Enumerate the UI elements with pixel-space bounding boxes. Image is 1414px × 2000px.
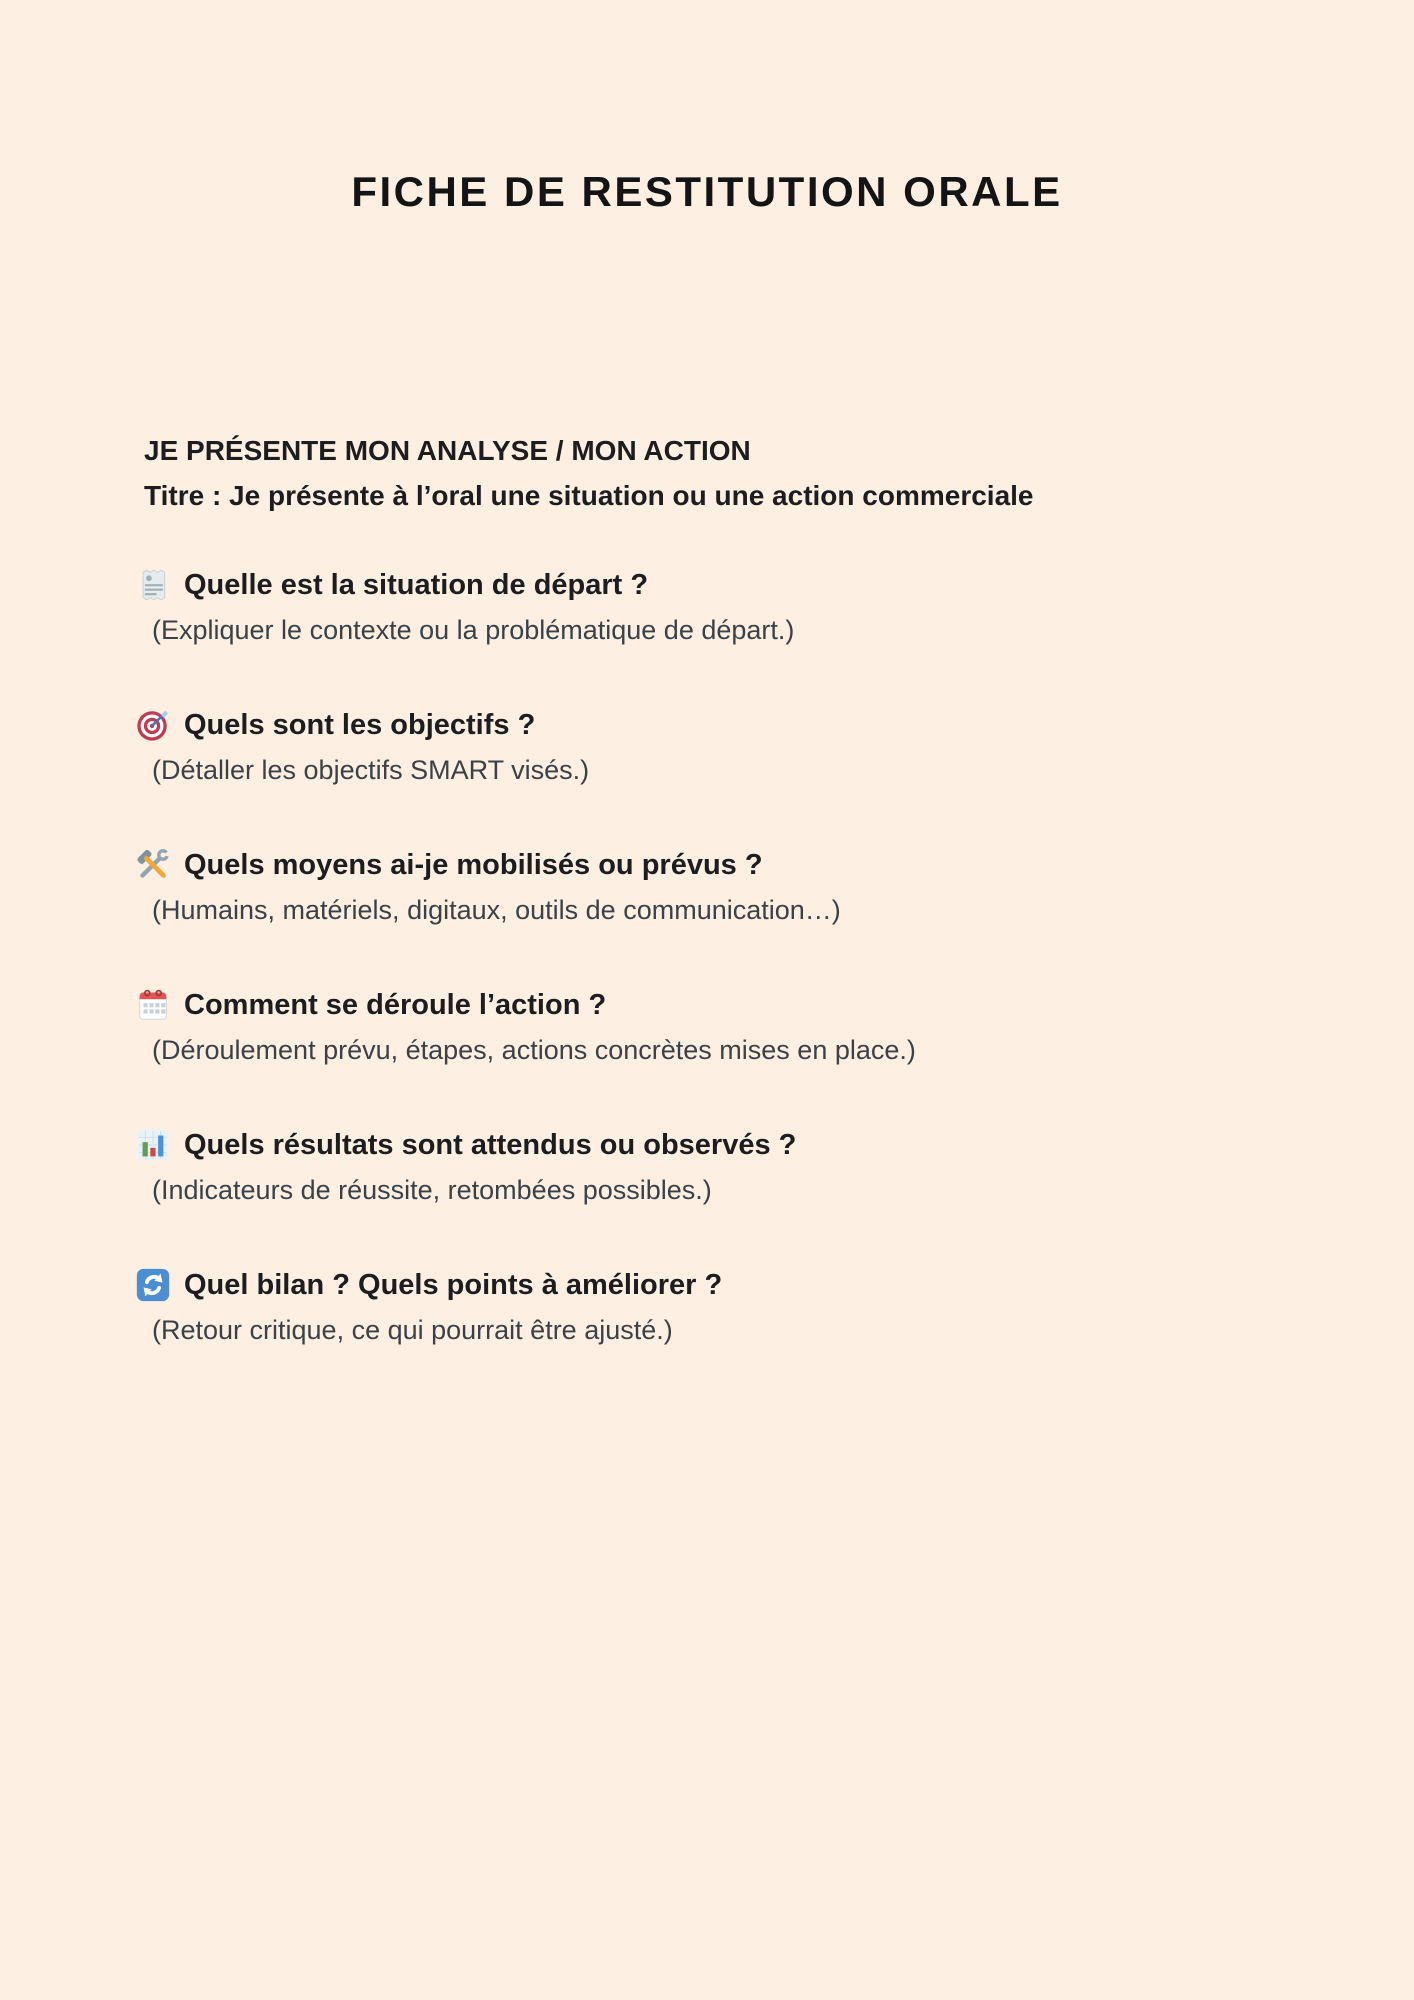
section-title: Quels résultats sont attendus ou observés ? <box>184 1128 797 1161</box>
section-bilan <box>134 1262 1294 1350</box>
section-heading <box>134 562 1294 608</box>
intro-subtitle: Titre : Je présente à l’oral une situation ou une action commerciale <box>144 480 1034 512</box>
section-note: (Indicateurs de réussite, retombées possibles.) <box>152 1175 712 1206</box>
hammer-and-wrench-icon <box>134 845 172 885</box>
section-heading <box>134 1122 1294 1168</box>
spiral-calendar-icon <box>134 985 172 1025</box>
bar-chart-icon <box>134 1125 172 1165</box>
section-note: (Humains, matériels, digitaux, outils de communication…) <box>152 895 841 926</box>
section-title: Quels moyens ai-je mobilisés ou prévus ? <box>184 848 763 881</box>
section-resultats <box>134 1122 1294 1210</box>
section-deroulement <box>134 982 1294 1070</box>
receipt-icon <box>134 565 172 605</box>
section-situation <box>134 562 1294 650</box>
section-heading <box>134 702 1294 748</box>
intro-heading: JE PRÉSENTE MON ANALYSE / MON ACTION <box>144 435 751 467</box>
section-title: Quelle est la situation de départ ? <box>184 568 649 601</box>
section-note: (Déroulement prévu, étapes, actions concrètes mises en place.) <box>152 1035 916 1066</box>
section-note: (Retour critique, ce qui pourrait être ajusté.) <box>152 1315 673 1346</box>
section-heading <box>134 982 1294 1028</box>
intro-block <box>144 428 1294 518</box>
section-moyens <box>134 842 1294 930</box>
section-title: Comment se déroule l’action ? <box>184 988 607 1021</box>
question-list <box>134 562 1294 1350</box>
counterclockwise-arrows-icon <box>134 1265 172 1305</box>
section-heading <box>134 1262 1294 1308</box>
section-title: Quels sont les objectifs ? <box>184 708 536 741</box>
section-objectifs <box>134 702 1294 790</box>
section-note: (Expliquer le contexte ou la problématique de départ.) <box>152 615 795 646</box>
page-title: FICHE DE RESTITUTION ORALE <box>351 168 1063 215</box>
section-note: (Détaller les objectifs SMART visés.) <box>152 755 590 786</box>
section-heading <box>134 842 1294 888</box>
section-title: Quel bilan ? Quels points à améliorer ? <box>184 1268 723 1301</box>
target-icon <box>134 705 172 745</box>
